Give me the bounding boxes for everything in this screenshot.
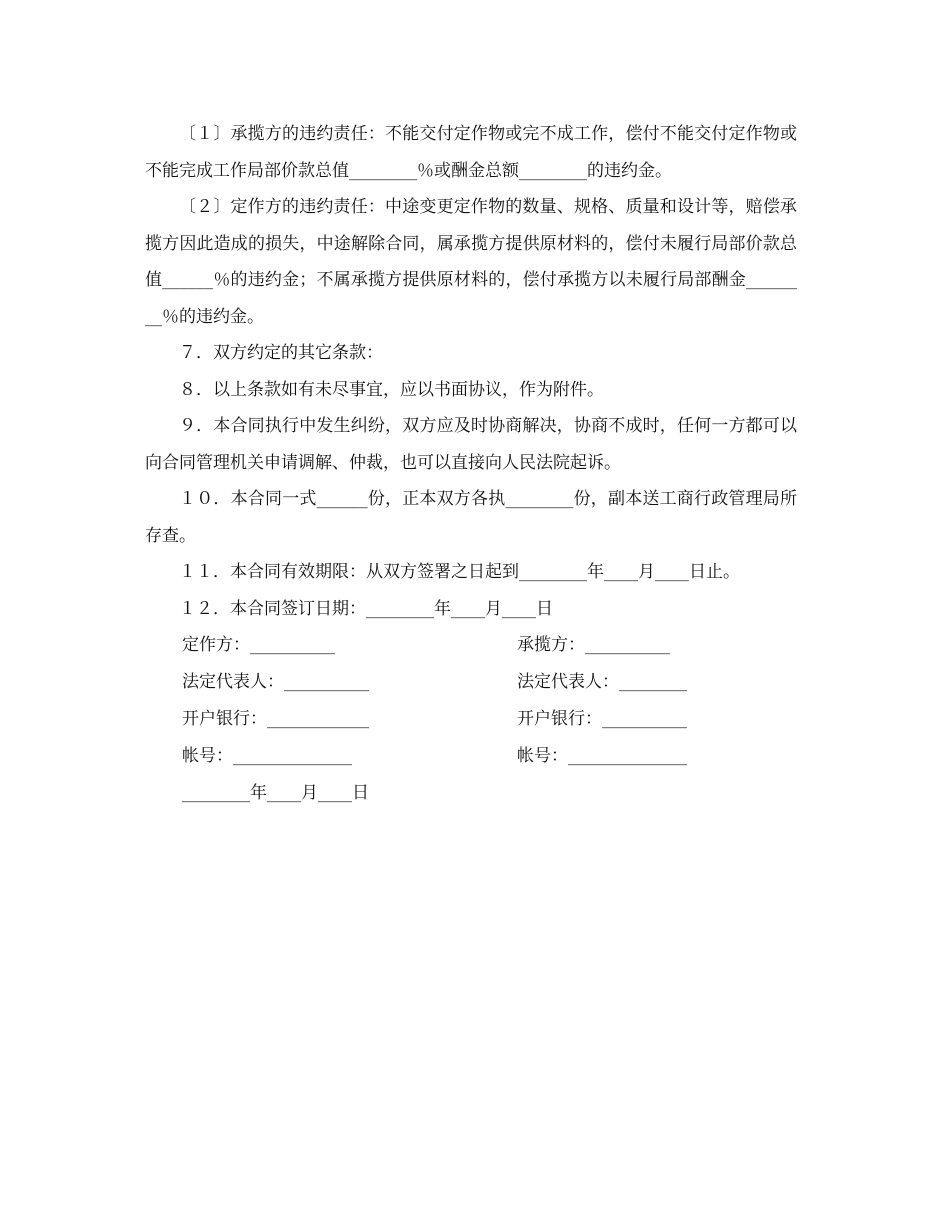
contractor-account: 帐号：______________ <box>517 746 687 766</box>
signing-date: ________年____月____日 <box>182 783 369 803</box>
clause-12-sign-date: １２．本合同签订日期：________年____月____日 <box>179 598 553 619</box>
clause-7-other-terms: ７．双方约定的其它条款： <box>179 343 383 363</box>
orderer-party: 定作方：__________ <box>182 635 335 655</box>
clause-8-supplement: ８．以上条款如有未尽事宜，应以书面协议，作为附件。 <box>179 379 604 400</box>
contractor-party: 承揽方：__________ <box>517 635 670 655</box>
clause-10-copies: １０．本合同一式______份，正本双方各执________份，副本送工商行政管理局所存查。 <box>145 489 797 546</box>
contractor-legal-rep: 法定代表人：________ <box>517 672 687 692</box>
signature-row <box>145 664 797 701</box>
orderer-legal-rep: 法定代表人：__________ <box>182 672 369 692</box>
clause-9-disputes: ９．本合同执行中发生纠纷，双方应及时协商解决，协商不成时，任何一方都可以向合同管理机关申请调解、仲裁，也可以直接向人民法院起诉。 <box>145 416 797 473</box>
orderer-bank: 开户银行：____________ <box>182 709 369 729</box>
signing-date-line <box>145 775 797 812</box>
signature-block <box>145 627 797 812</box>
contract-page <box>145 116 797 812</box>
signature-row <box>145 627 797 664</box>
orderer-account: 帐号：______________ <box>182 746 352 766</box>
clause-11-validity: １１．本合同有效期限：从双方签署之日起到________年____月____日止。 <box>179 562 740 582</box>
signature-row <box>145 701 797 738</box>
clause-breach-orderer: 〔２〕定作方的违约责任：中途变更定作物的数量、规格、质量和设计等，赔偿承揽方因此造成的损失，中途解除合同，属承揽方提供原材料的，偿付未履行局部价款总值______％的违约金；不属承揽方提供原材料的，偿付承揽方以未履行局部酬金________％的违约金。 <box>145 197 797 327</box>
contractor-bank: 开户银行：__________ <box>517 709 687 729</box>
clause-breach-contractor: 〔１〕承揽方的违约责任：不能交付定作物或完不成工作，偿付不能交付定作物或不能完成工作局部价款总值________％或酬金总额________的违约金。 <box>145 124 797 181</box>
signature-row <box>145 738 797 775</box>
